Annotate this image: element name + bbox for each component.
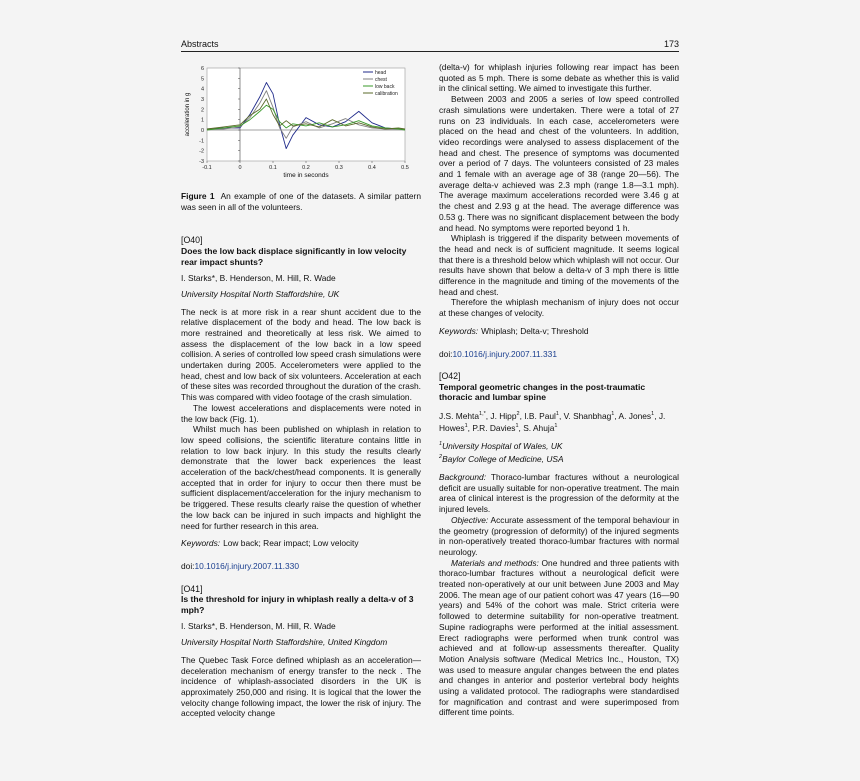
abstract-o42-background <box>439 472 679 515</box>
x-tick-label: -0.1 <box>202 165 212 171</box>
y-tick-label: 1 <box>200 117 204 124</box>
y-axis-label: acceleration in g <box>185 92 191 137</box>
running-head-journal: Abstracts <box>181 39 219 49</box>
abstract-o42-affiliation-1 <box>439 439 679 452</box>
abstract-o40-id: [O40] <box>181 235 203 246</box>
y-tick-label: -3 <box>199 159 204 165</box>
legend-label: chest <box>375 77 387 83</box>
keywords-label: Keywords: <box>439 325 479 336</box>
keywords-text: Low back; Rear impact; Low velocity <box>223 538 359 549</box>
abstract-o41-affiliation: University Hospital North Staffordshire, United Kingdom <box>181 637 388 648</box>
abstract-o42-objective <box>439 515 679 558</box>
abstract-o41-paragraph: The Quebec Task Force defined whiplash as an acceleration—deceleration mechanism of energy transfer to the neck . The incidence of whiplash-associated disorders in the UK is approximately 250,000 and rising. It is logical that the lower the velocity change following impact, the lower the risk of injury. The accepted velocity change <box>181 654 421 719</box>
author-affil-marker: 1 <box>464 423 468 430</box>
abstract-o40-paragraph: The lowest accelerations and displacements were noted in the low back (Fig. 1). <box>181 402 421 424</box>
doi-label: doi: <box>439 348 453 359</box>
abstract-o40-keywords <box>181 538 421 549</box>
y-tick-label: -2 <box>199 148 204 155</box>
running-head <box>181 39 679 52</box>
x-tick-label: 0.1 <box>269 165 277 171</box>
affil-marker: 2 <box>439 454 443 461</box>
affil-marker: 1 <box>439 440 443 447</box>
author-affil-marker: 1 <box>611 410 615 417</box>
figure-1-caption <box>181 191 421 212</box>
abstract-o41-paragraph: Between 2003 and 2005 a series of low speed controlled crash simulations were undertaken. There were a total of 27 runs on 23 individuals. In each case, accelerometers were placed on the head and chest of the volunteers. In addition, video recordings were analysed to assess displacement of the head and chest. The presence of symptoms was documented over a period of 7 days. The volunteers consisted of 23 males and 1 female with an average age of 38 (range 20—56). The average delta-v achieved was 2.3 mph (range 1.8—3.1 mph). The average maximum accelerations recorded were 3.46 g at the chest and 2.93 g at the head. The average difference was 0.53 g. There was no significant displacement between the body and head. No symptoms were reported beyond 1 h. <box>439 94 679 233</box>
abstract-o40-affiliation: University Hospital North Staffordshire, UK <box>181 288 340 299</box>
right-column <box>439 62 679 718</box>
doi-link[interactable]: 10.1016/j.injury.2007.11.331 <box>452 348 557 359</box>
affil-text: Baylor College of Medicine, USA <box>442 454 564 465</box>
section-text: Thoraco-lumbar fractures without a neurological deficit are usually suitable for non-operative treatment. The main area of clinical interest is the progression of the deformity at the injured levels. <box>439 471 679 515</box>
abstract-o42-body <box>439 472 679 718</box>
abstract-o41-paragraph: (delta-v) for whiplash injuries following rear impact has been quoted as 5 mph. There is some debate as whether this is valid in the clinical setting. We aimed to investigate this further. <box>439 62 679 94</box>
figure-1-chart <box>181 62 421 187</box>
y-tick-label: 6 <box>200 66 204 72</box>
doi-link[interactable]: 10.1016/j.injury.2007.11.330 <box>194 560 299 571</box>
section-label: Background: <box>439 471 487 482</box>
legend-label: calibration <box>375 91 398 97</box>
author-affil-marker: 1 <box>555 410 559 417</box>
y-tick-label: 3 <box>200 97 204 103</box>
keywords-text: Whiplash; Delta-v; Threshold <box>481 325 589 336</box>
abstract-o42-id: [O42] <box>439 371 461 382</box>
abstract-o42-authors: J.S. Mehta$^{1,*}$, J. Hipp$^2$, I.B. Paul$^1$, V. Shanbhag$^1$, A. Jones$^1$, J. Howes$^1$, P.R. Davies$^1$, S. Ahuja$^1$ <box>439 410 666 434</box>
section-text: One hundred and three patients with thoraco-lumbar fractures without a neurological deficit were treated non-operatively at our unit between June 2003 and May 2006. The mean age of our patient cohort was 47 years (16—90 years) and 54% of the cohort was male. Strict criteria were followed to determine suitability for non-operative treatment. Supine radiographs were performed at the initial assessment. Erect radiographs were performed when trunk control was achieved and at follow-up assessments thereafter. Quality Motion Analysis software (Medical Metrics Inc., Houston, TX) was used to measure angular changes between the end plates and changes in anterior and posterior vertebral body heights using a validated protocol. The radiographs were standardised for magnification and contrast and were superimposed from different time points. <box>439 557 679 718</box>
author-affil-marker: 1 <box>515 423 519 430</box>
abstract-o41-doi <box>439 349 679 360</box>
abstract-o42-methods <box>439 558 679 719</box>
figure-1 <box>181 62 421 187</box>
affil-text: University Hospital of Wales, UK <box>442 440 563 451</box>
abstract-o42-affiliation-2 <box>439 452 679 465</box>
abstract-o40-paragraph: Whilst much has been published on whiplash in relation to low speed collisions, the scientific literature contains little in relation to low back injury. In this study the results clearly demonstrate that the lower back experiences the least acceleration of the back/chest/head components. It is generally accepted that in order for injury to occur then there must be sufficient displacement/acceleration for the injury mechanism to be triggered. These results clearly raise the question of whether the low back can be injured in such impacts and highlight the need for further research in this area. <box>181 424 421 531</box>
abstract-o40-title: Does the low back displace significantly in low velocity rear impact shunts? <box>181 246 407 267</box>
x-tick-label: 0 <box>238 165 242 171</box>
author-name: J.S. Mehta <box>439 410 480 421</box>
abstract-o40-paragraph: The neck is at more risk in a rear shunt accident due to the relative displacement of the body and head. The low back is more restrained and theoretically at less risk. We aimed to assess the displacement of the low back in a low speed collision. A series of controlled low speed crash simulations were undertaken during 2005. Accelerometers were applied to the head, chest and low back of six volunteers. Acceleration at each of these sites was recorded throughout the duration of the crash. This was compared with video footage of the crash simulation. <box>181 306 421 403</box>
author-affil-marker: 1 <box>651 410 655 417</box>
keywords-label: Keywords: <box>181 538 221 549</box>
author-affil-marker: 1,* <box>479 410 486 417</box>
abstract-o41-authors: I. Starks*, B. Henderson, M. Hill, R. Wade <box>181 621 336 632</box>
author-name: A. Jones <box>618 410 652 421</box>
y-tick-label: 4 <box>200 86 204 93</box>
author-name: S. Ahuja <box>523 423 555 434</box>
figure-1-label: Figure 1 <box>181 191 215 201</box>
y-tick-label: 2 <box>200 107 204 114</box>
section-text: Accurate assessment of the temporal behaviour in the geometry (progression of deformity) of the injured segments in non-operatively treated thoraco-lumbar fractures with normal neurology. <box>439 514 679 557</box>
y-tick-label: -1 <box>199 138 204 145</box>
author-name: V. Shanbhag <box>563 410 612 421</box>
author-name: J. Hipp <box>490 410 517 421</box>
x-tick-label: 0.5 <box>401 165 409 171</box>
author-affil-marker: 1 <box>554 423 558 430</box>
x-tick-label: 0.3 <box>335 165 343 171</box>
author-name: P.R. Davies <box>472 423 516 434</box>
page-number: 173 <box>663 39 679 49</box>
x-axis-label: time in seconds <box>283 172 329 179</box>
y-tick-label: 5 <box>200 76 204 83</box>
author-name: J. Howes <box>439 410 666 434</box>
abstract-o42-title: Temporal geometric changes in the post-traumatic thoracic and lumbar spine <box>439 381 646 403</box>
abstract-o41-id: [O41] <box>181 583 203 594</box>
x-tick-label: 0.4 <box>368 165 376 171</box>
figure-1-caption-text: An example of one of the datasets. A similar pattern was seen in all of the volunteers. <box>181 191 422 212</box>
legend-label: head <box>375 70 387 76</box>
abstract-o41-title: Is the threshold for injury in whiplash really a delta-v of 3 mph? <box>181 594 414 615</box>
abstract-o40-authors: I. Starks*, B. Henderson, M. Hill, R. Wade <box>181 273 336 284</box>
abstract-o41-paragraph: Whiplash is triggered if the disparity between movements of the head and neck is of sufficient magnitude. It seems logical that there is a threshold below which whiplash will not occur. Our results have shown that below a delta-v of 3 mph there is little difference in the magnitude and timing of the movements of the head and chest. <box>439 233 679 297</box>
left-column <box>181 62 421 719</box>
abstract-o40-body <box>181 307 421 532</box>
abstract-o41-keywords <box>439 326 679 337</box>
doi-label: doi: <box>181 560 195 571</box>
section-label: Objective: <box>451 514 489 525</box>
abstract-o41-paragraph: Therefore the whiplash mechanism of injury does not occur at these changes of velocity. <box>439 297 679 319</box>
x-tick-label: 0.2 <box>302 165 310 171</box>
abstract-o41-body <box>181 655 421 719</box>
author-affil-marker: 2 <box>516 410 520 417</box>
legend-label: low back <box>375 84 395 90</box>
y-tick-label: 0 <box>200 128 204 134</box>
abstract-o40-doi <box>181 561 421 572</box>
author-name: I.B. Paul <box>524 410 556 421</box>
section-label: Materials and methods: <box>451 557 539 568</box>
